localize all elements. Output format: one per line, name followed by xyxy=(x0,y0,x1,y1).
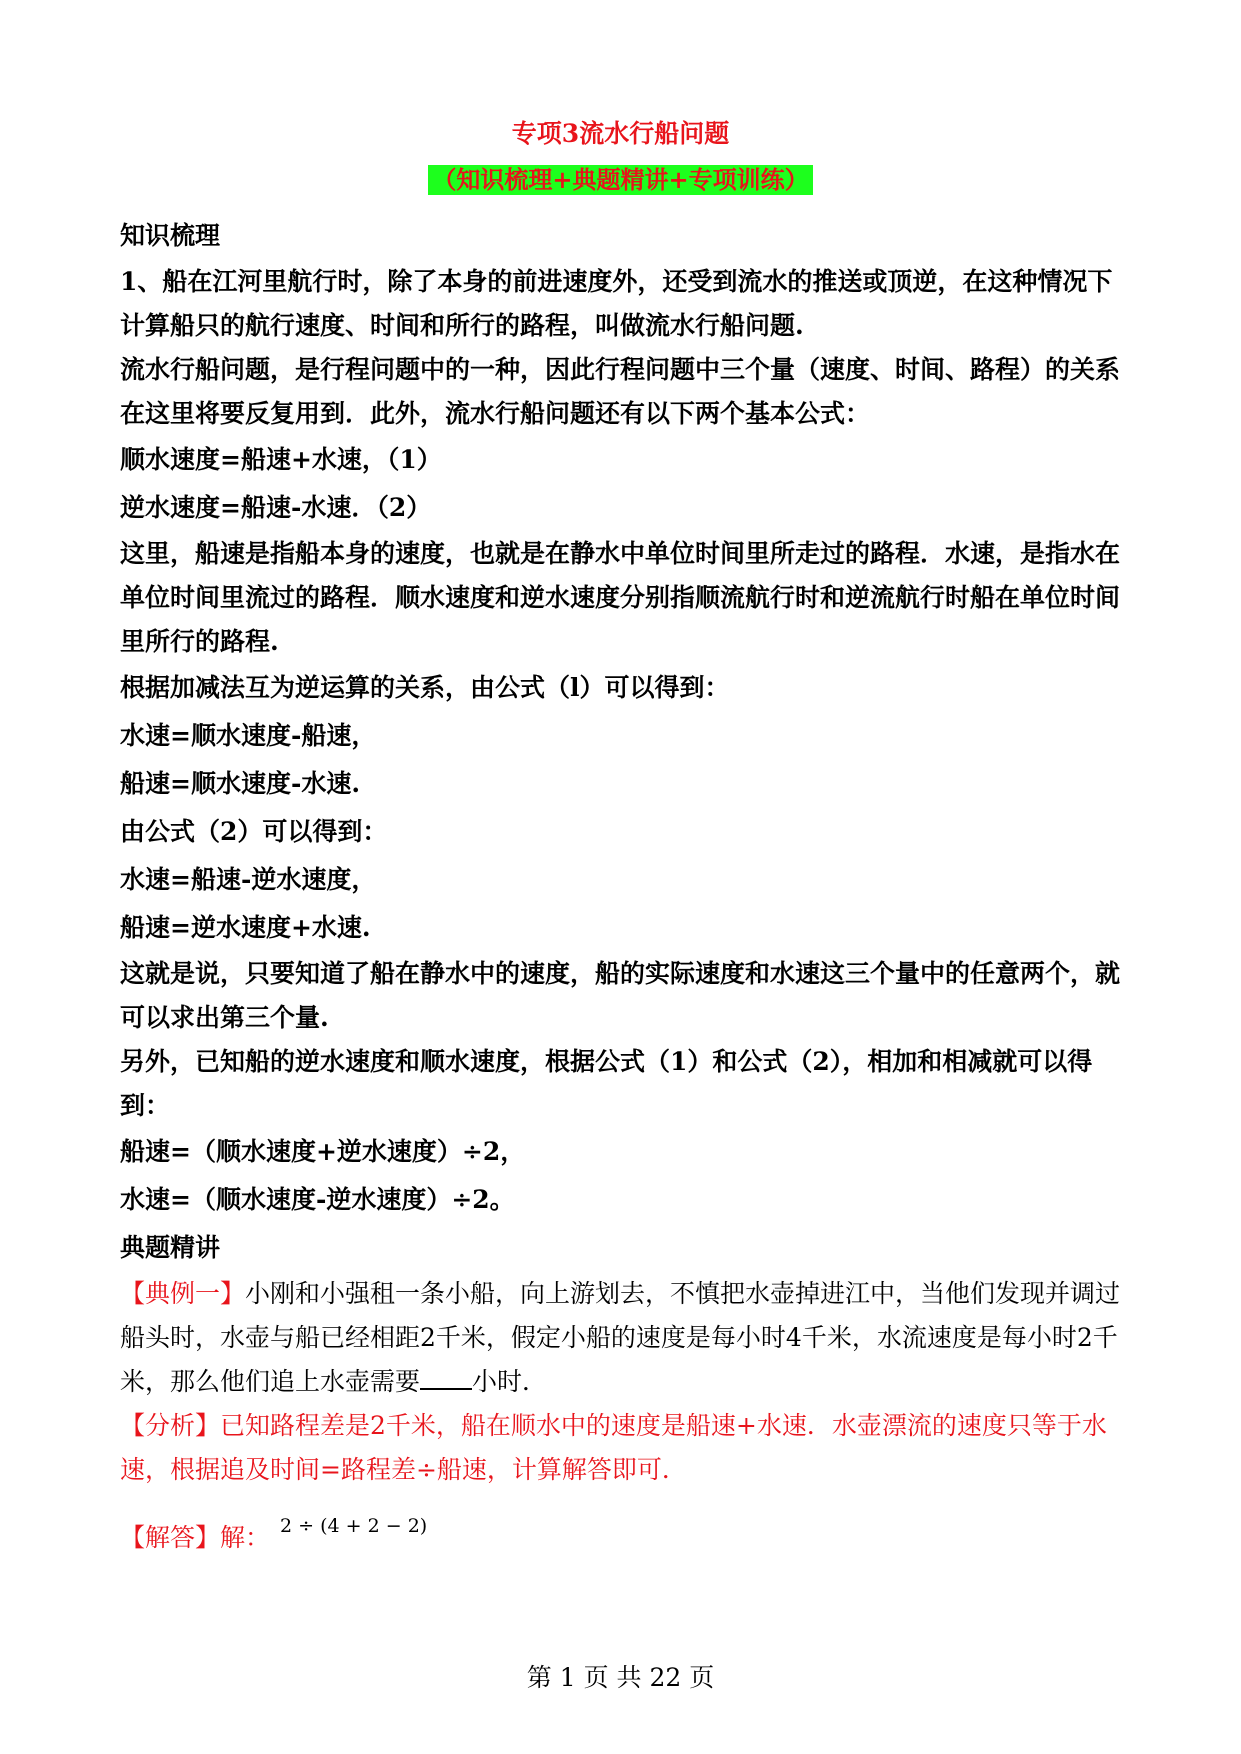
knowledge-paragraph: 根据加减法互为逆运算的关系，由公式（l）可以得到： xyxy=(120,673,730,702)
example-tag: 【典例一】 xyxy=(120,1279,246,1308)
formula-line: 顺水速度=船速+水速，（1） xyxy=(120,445,442,474)
knowledge-paragraph: 1、船在江河里航行时，除了本身的前进速度外，还受到流水的推送或顶逆，在这种情况下计算船只的航行速度、时间和所行的路程，叫做流水行船问题. xyxy=(120,267,1113,340)
analysis-block xyxy=(120,1404,1125,1492)
subtitle-wrapper xyxy=(0,165,1241,195)
formula-line: 水速=（顺水速度-逆水速度）÷2。 xyxy=(120,1185,515,1214)
document-title: 专项3流水行船问题 xyxy=(511,119,730,148)
document-subtitle: （知识梳理+典题精讲+专项训练） xyxy=(428,165,812,195)
analysis-tag: 【分析】 xyxy=(120,1411,221,1440)
answer-tag: 【解答】 xyxy=(120,1523,221,1552)
example-one xyxy=(120,1272,1125,1404)
formula-line: 船速=（顺水速度+逆水速度）÷2， xyxy=(120,1137,526,1166)
formula-line: 船速=顺水速度-水速. xyxy=(120,769,361,798)
formula-line: 逆水速度=船速-水速．（2） xyxy=(120,493,432,522)
document-body xyxy=(120,212,1125,1562)
answer-block xyxy=(120,1502,1125,1562)
answer-label: 解： xyxy=(220,1523,271,1552)
knowledge-paragraph: 这里，船速是指船本身的速度，也就是在静水中单位时间里所走过的路程．水速，是指水在单位时间里流过的路程．顺水速度和逆水速度分别指顺流航行时和逆流航行时船在单位时间里所行的路程. xyxy=(120,539,1121,656)
formula-line: 船速=逆水速度+水速. xyxy=(120,913,371,942)
answer-blank xyxy=(420,1368,472,1390)
formula-line: 水速=顺水速度-船速， xyxy=(120,721,377,750)
knowledge-paragraph: 另外，已知船的逆水速度和顺水速度，根据公式（1）和公式（2），相加和相减就可以得到： xyxy=(120,1047,1093,1120)
example-text-end: 小时． xyxy=(472,1367,548,1396)
page-footer: 第 1 页 共 22 页 xyxy=(526,1663,715,1692)
analysis-text: 已知路程差是2千米，船在顺水中的速度是船速+水速．水壶漂流的速度只等于水速，根据追及时间=路程差÷船速，计算解答即可． xyxy=(120,1411,1107,1484)
answer-math-expression: 2 ÷ (4 + 2 − 2) xyxy=(280,1515,428,1537)
knowledge-paragraph: 这就是说，只要知道了船在静水中的速度，船的实际速度和水速这三个量中的任意两个，就可以求出第三个量. xyxy=(120,959,1121,1032)
example-text: 小刚和小强租一条小船，向上游划去，不慎把水壶掉进江中，当他们发现并调过船头时，水壶与船已经相距2千米，假定小船的速度是每小时4千米，水流速度是每小时2千米，那么他们追上水壶需要 xyxy=(120,1279,1121,1396)
formula-line: 水速=船速-逆水速度， xyxy=(120,865,377,894)
section-heading-knowledge: 知识梳理 xyxy=(120,221,221,250)
section-heading-examples: 典题精讲 xyxy=(120,1233,221,1262)
knowledge-paragraph: 流水行船问题，是行程问题中的一种，因此行程问题中三个量（速度、时间、路程）的关系在这里将要反复用到．此外，流水行船问题还有以下两个基本公式： xyxy=(120,355,1121,428)
knowledge-paragraph: 由公式（2）可以得到： xyxy=(120,817,388,846)
